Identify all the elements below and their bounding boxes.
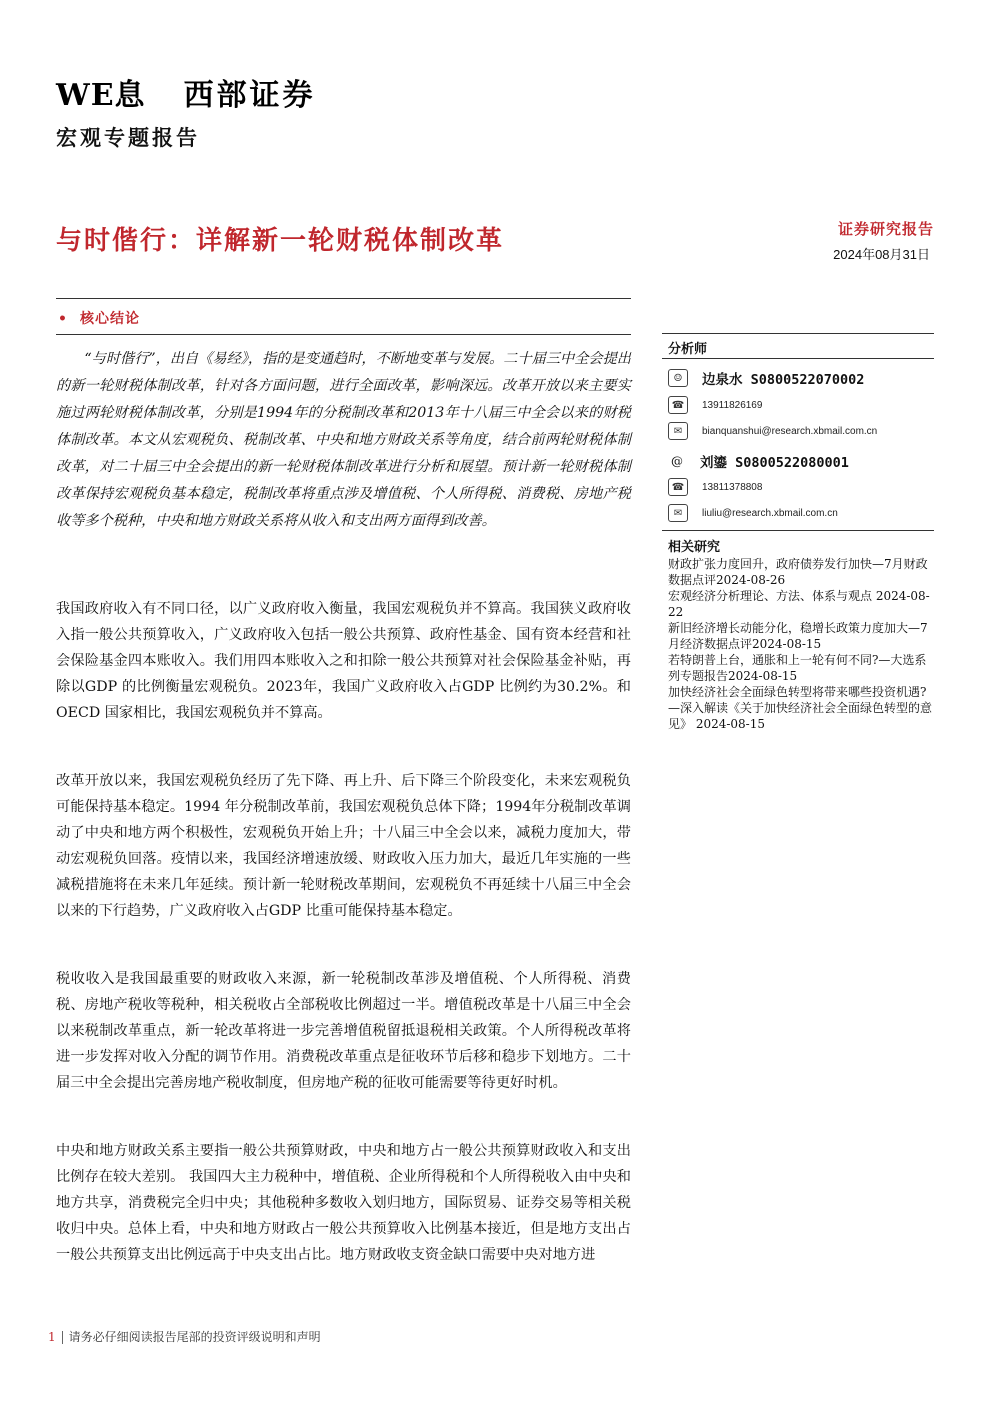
footer-separator: [62, 1331, 63, 1344]
divider: [56, 298, 631, 299]
analyst-email[interactable]: bianquanshui@research.xbmail.com.cn: [702, 425, 878, 437]
analyst-name: 刘鎏 S0800522080001: [700, 455, 849, 471]
analyst-phone-row: [668, 478, 762, 496]
sidebar-divider: [662, 358, 934, 359]
analyst-email-row[interactable]: [668, 504, 838, 522]
paragraph-text: 我国政府收入有不同口径，以广义政府收入衡量，我国宏观税负并不算高。我国狭义政府收入指一般公共预算收入，广义政府收入包括一般公共预算、政府性基金、国有资本经营和社会保险基金四本账收入。我们用四本账收入之和扣除一般公共预算对社会保险基金补贴，再除以GDP 的比例衡量宏观税负。2023年，我国广义政府收入占GDP 比例约为30.2%。和OECD 国家相比，我国宏观税负并不算高。: [56, 601, 631, 721]
analyst-phone-row: [668, 396, 762, 414]
bullet-icon: •: [58, 311, 68, 327]
analyst-name-row: [668, 368, 864, 388]
sidebar-divider: [662, 530, 934, 531]
paragraph-text: 税收收入是我国最重要的财政收入来源，新一轮税制改革涉及增值税、个人所得税、消费税、房地产税收等税种，相关税收占全部税收比例超过一半。增值税改革是十八届三中全会以来税制改革重点，新一轮改革将进一步完善增值税留抵退税相关政策。个人所得税改革将进一步发挥对收入分配的调节作用。消费税改革重点是征收环节后移和稳步下划地方。二十届三中全会提出完善房地产税收制度，但房地产税的征收可能需要等待更好时机。: [56, 971, 631, 1091]
logo-mark: WE息: [56, 78, 146, 113]
related-item[interactable]: 若特朗普上台，通胀和上一轮有何不同?—大选系列专题报告2024-08-15: [668, 653, 927, 683]
report-date: 2024年08月31日: [833, 247, 930, 262]
phone-icon: ☎: [668, 478, 688, 496]
phone-icon: ☎: [668, 396, 688, 414]
analyst-phone: 13911826169: [702, 399, 763, 411]
core-heading: [58, 308, 140, 328]
report-category: 宏观专题报告: [56, 125, 200, 150]
analyst-phone: 13811378808: [702, 481, 763, 493]
analyst-email-row[interactable]: [668, 422, 877, 440]
analyst-heading: 分析师: [668, 342, 708, 357]
brand-name: 西部证券: [183, 78, 316, 113]
page-number: 1: [48, 1330, 56, 1344]
at-icon: @: [671, 454, 683, 468]
related-item[interactable]: 新旧经济增长动能分化，稳增长政策力度加大—7月经济数据点评2024-08-15: [668, 621, 928, 651]
footer-disclaimer: 请务必仔细阅读报告尾部的投资评级说明和声明: [68, 1330, 321, 1344]
body-paragraph: [56, 768, 631, 924]
report-type: 证券研究报告: [837, 220, 934, 238]
report-title: 与时偕行：详解新一轮财税体制改革: [56, 226, 505, 256]
analyst-name-row: [668, 451, 849, 471]
page-footer: [48, 1328, 321, 1345]
sidebar-divider: [662, 333, 934, 334]
analyst-email[interactable]: liuliu@research.xbmail.com.cn: [702, 507, 838, 519]
core-summary: [56, 346, 631, 535]
mail-icon: ✉: [668, 504, 688, 522]
brand-logo: [56, 70, 316, 114]
paragraph-text: 中央和地方财政关系主要指一般公共预算财政，中央和地方占一般公共预算财政收入和支出比例存在较大差别。 我国四大主力税种中，增值税、企业所得税和个人所得税收入由中央和地方共享，消费税完全归中央；其他税种多数收入划归地方，国际贸易、证券交易等相关税收归中央。总体上看，中央和地方财政占一般公共预算收入比例基本接近，但是地方支出占一般公共预算支出比例远高于中央支出占比。地方财政收支资金缺口需要中央对地方进: [56, 1143, 631, 1263]
body-paragraph: [56, 596, 631, 726]
analyst-name: 边泉水 S0800522070002: [702, 372, 865, 388]
person-icon: ☺: [668, 369, 688, 387]
divider: [56, 334, 631, 335]
related-heading: 相关研究: [668, 540, 721, 555]
related-item[interactable]: 宏观经济分析理论、方法、体系与观点 2024-08-22: [668, 589, 930, 619]
mail-icon: ✉: [668, 422, 688, 440]
paragraph-text: 改革开放以来，我国宏观税负经历了先下降、再上升、后下降三个阶段变化，未来宏观税负可能保持基本稳定。1994 年分税制改革前，我国宏观税负总体下降；1994年分税制改革调动了中央和地方两个积极性，宏观税负开始上升；十八届三中全会以来，减税力度加大，带动宏观税负回落。疫情以来，我国经济增速放缓、财政收入压力加大，最近几年实施的一些减税措施将在未来几年延续。预计新一轮财税改革期间，宏观税负不再延续十八届三中全会以来的下行趋势，广义政府收入占GDP 比重可能保持基本稳定。: [56, 773, 631, 919]
body-paragraph: [56, 1138, 631, 1268]
summary-text: “与时偕行”，出自《易经》，指的是变通趋时，不断地变革与发展。二十届三中全会提出的新一轮财税体制改革，针对各方面问题，进行全面改革，影响深远。改革开放以来主要实施过两轮财税体制改革，分别是1994年的分税制改革和2013年十八届三中全会以来的财税体制改革。本文从宏观税负、税制改革、中央和地方财政关系等角度，结合前两轮财税体制改革，对二十届三中全会提出的新一轮财税体制改革进行分析和展望。预计新一轮财税体制改革保持宏观税负基本稳定，税制改革将重点涉及增值税、个人所得税、消费税、房地产税收等多个税种，中央和地方财政关系将从收入和支出两方面得到改善。: [56, 351, 631, 529]
body-paragraph: [56, 966, 631, 1096]
related-item[interactable]: 财政扩张力度回升，政府债券发行加快—7月财政数据点评2024-08-26: [668, 557, 928, 587]
related-research-list: [668, 556, 938, 732]
core-heading-label: 核心结论: [79, 311, 140, 327]
related-item[interactable]: 加快经济社会全面绿色转型将带来哪些投资机遇?—深入解读《关于加快经济社会全面绿色转型的意见》 2024-08-15: [668, 685, 933, 731]
